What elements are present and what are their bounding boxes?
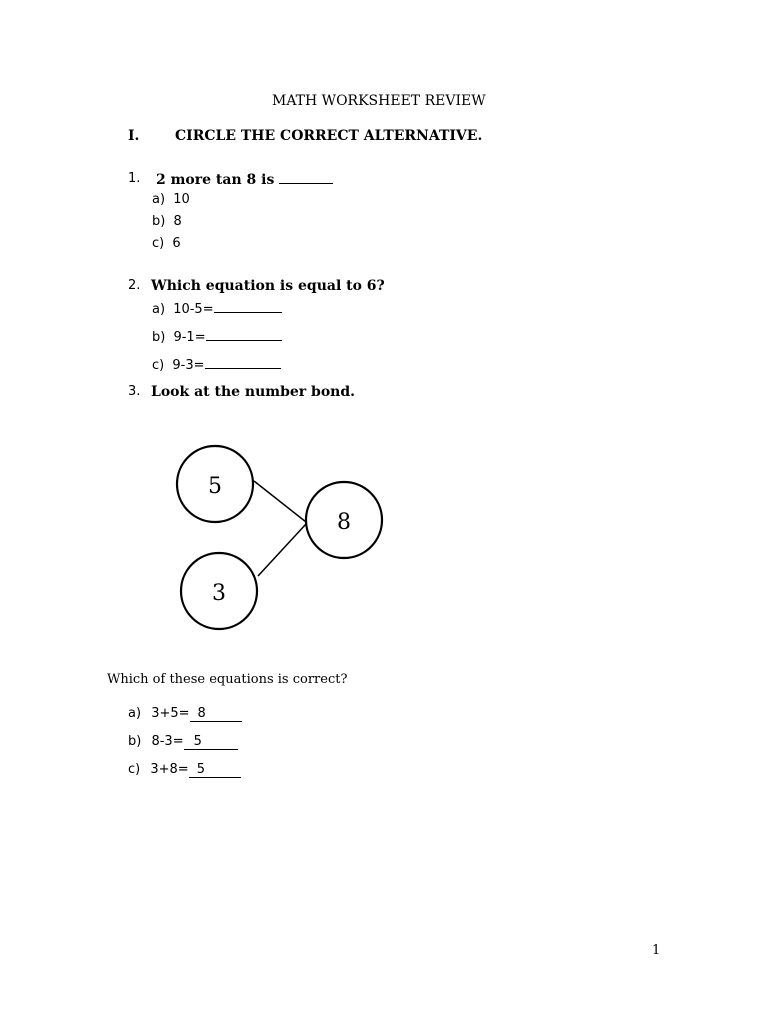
q2-text: Which equation is equal to 6? xyxy=(151,278,385,294)
q3-option-b-letter: b) xyxy=(128,734,142,749)
section-numeral: I. xyxy=(128,128,140,144)
q2-option-a-blank[interactable] xyxy=(214,300,282,313)
page-number: 1 xyxy=(652,943,661,958)
q3-option-a[interactable] xyxy=(128,706,242,722)
q2-option-b-blank[interactable] xyxy=(206,328,282,341)
q2-option-b-text: 9-1= xyxy=(173,330,206,345)
q1-answer-blank[interactable] xyxy=(279,171,333,184)
worksheet-title: MATH WORKSHEET REVIEW xyxy=(272,93,486,109)
q3-option-b-equation: 8-3= xyxy=(151,734,184,749)
q3-option-a-answer: 8 xyxy=(190,706,242,722)
q3-option-c-equation: 3+8= xyxy=(150,762,189,777)
q3-option-b-answer: 5 xyxy=(184,734,238,750)
bond-line-top xyxy=(254,481,306,522)
q3-option-c-answer: 5 xyxy=(189,762,241,778)
q2-option-c[interactable] xyxy=(152,356,281,373)
q1-option-a-letter: a) xyxy=(152,192,166,207)
q1-text-label: 2 more tan 8 is xyxy=(156,172,275,188)
q2-number: 2. xyxy=(128,278,141,293)
q2-option-b[interactable] xyxy=(152,328,282,345)
bond-part1-value: 5 xyxy=(208,474,222,499)
q2-option-c-letter: c) xyxy=(152,358,165,373)
q1-option-c-text: 6 xyxy=(172,236,181,251)
q2-option-c-blank[interactable] xyxy=(205,356,281,369)
q3-option-b[interactable] xyxy=(128,734,238,750)
q1-option-b-letter: b) xyxy=(152,214,166,229)
q3-option-c-letter: c) xyxy=(128,762,141,777)
q2-option-a[interactable] xyxy=(152,300,282,317)
q2-option-b-letter: b) xyxy=(152,330,166,345)
q3-prompt: Which of these equations is correct? xyxy=(107,672,348,687)
q1-option-c-letter: c) xyxy=(152,236,165,251)
bond-part2-value: 3 xyxy=(212,581,226,606)
section-heading: CIRCLE THE CORRECT ALTERNATIVE. xyxy=(175,128,483,144)
q1-number: 1. xyxy=(128,171,141,186)
q1-option-a[interactable] xyxy=(152,192,190,207)
q1-option-a-text: 10 xyxy=(173,192,190,207)
bond-whole-value: 8 xyxy=(337,510,351,535)
q3-number: 3. xyxy=(128,384,141,399)
q1-option-b[interactable] xyxy=(152,214,182,229)
q1-option-b-text: 8 xyxy=(173,214,182,229)
q3-option-c[interactable] xyxy=(128,762,241,778)
q3-text: Look at the number bond. xyxy=(151,384,356,400)
q3-option-a-equation: 3+5= xyxy=(151,706,190,721)
q2-option-a-text: 10-5= xyxy=(173,302,214,317)
q2-option-c-text: 9-3= xyxy=(172,358,205,373)
q2-option-a-letter: a) xyxy=(152,302,166,317)
q1-option-c[interactable] xyxy=(152,236,181,251)
number-bond-diagram xyxy=(160,430,400,645)
q1-text xyxy=(156,171,333,188)
q3-option-a-letter: a) xyxy=(128,706,142,721)
bond-line-bottom xyxy=(258,524,306,576)
